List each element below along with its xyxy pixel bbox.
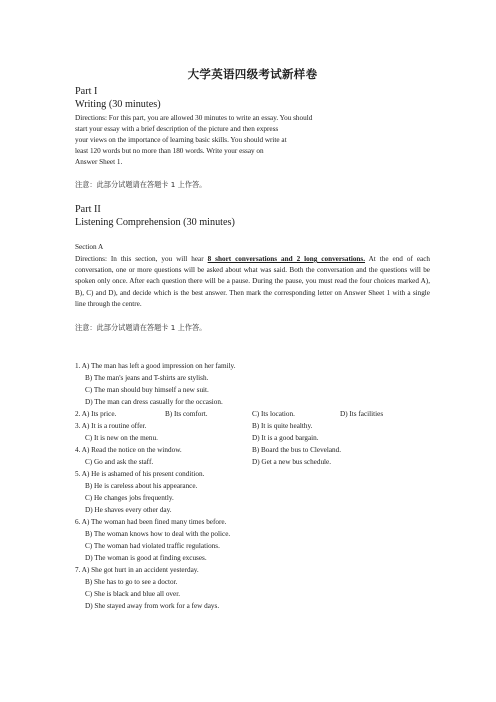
part1-heading: Writing (30 minutes) bbox=[75, 99, 161, 110]
q6-option-a: 6. A) The woman had been fined many times before. bbox=[75, 518, 227, 526]
q5-option-a: 5. A) He is ashamed of his present condition. bbox=[75, 470, 205, 478]
part2-note: 注意：此部分试题请在答题卡 1 上作答。 bbox=[75, 323, 207, 332]
q5-option-b: B) He is careless about his appearance. bbox=[85, 482, 198, 490]
part1-note: 注意：此部分试题请在答题卡 1 上作答。 bbox=[75, 180, 207, 189]
q6-option-b: B) The woman knows how to deal with the police. bbox=[85, 530, 231, 538]
part2-directions-post: At the end of each conversation, one or more questions will be asked about what was said. Both the conversation and the questions will be spoken only once. After each question there will be a pause. During the pause, you must read the four choices marked A), B), C) and D), and decide which is the best answer. Then mark the corresponding letter on Answer Sheet 1 with a single line through the centre. bbox=[75, 255, 430, 308]
part2-heading: Listening Comprehension (30 minutes) bbox=[75, 217, 235, 228]
part2-directions-pre: Directions: In this section, you will hear bbox=[75, 255, 208, 263]
q4-option-b: B) Board the bus to Cleveland. bbox=[252, 446, 342, 454]
part1-label: Part I bbox=[75, 86, 98, 97]
part1-directions-line-5: Answer Sheet 1. bbox=[75, 158, 123, 166]
q2-option-b: B) Its comfort. bbox=[165, 410, 208, 418]
part1-directions-line-1: Directions: For this part, you are allowed 30 minutes to write an essay. You should bbox=[75, 114, 313, 122]
q4-option-a: 4. A) Read the notice on the window. bbox=[75, 446, 182, 454]
q3-option-d: D) It is a good bargain. bbox=[252, 434, 319, 442]
q7-option-a: 7. A) She got hurt in an accident yesterday. bbox=[75, 566, 199, 574]
q2-option-c: C) Its location. bbox=[252, 410, 295, 418]
q7-option-b: B) She has to go to see a doctor. bbox=[85, 578, 178, 586]
q1-option-a: 1. A) The man has left a good impression on her family. bbox=[75, 362, 236, 370]
part1-directions-line-4: least 120 words but no more than 180 words. Write your essay on bbox=[75, 147, 264, 155]
q7-option-c: C) She is black and blue all over. bbox=[85, 590, 181, 598]
page-title: 大学英语四级考试新样卷 bbox=[187, 67, 318, 81]
q4-option-c: C) Go and ask the staff. bbox=[85, 458, 154, 466]
q3-option-b: B) It is quite healthy. bbox=[252, 422, 313, 430]
q3-option-a: 3. A) It is a routine offer. bbox=[75, 422, 147, 430]
q2-option-d: D) Its facilities bbox=[340, 410, 384, 418]
q7-option-d: D) She stayed away from work for a few days. bbox=[85, 602, 220, 610]
q6-option-d: D) The woman is good at finding excuses. bbox=[85, 554, 207, 562]
q1-option-c: C) The man should buy himself a new suit. bbox=[85, 386, 209, 394]
q1-option-b: B) The man's jeans and T-shirts are stylish. bbox=[85, 374, 209, 382]
part2-label: Part II bbox=[75, 204, 101, 215]
q4-option-d: D) Get a new bus schedule. bbox=[252, 458, 332, 466]
part1-directions-line-3: your views on the importance of learning basic skills. You should write at bbox=[75, 136, 287, 144]
section-a-label: Section A bbox=[75, 243, 104, 251]
q5-option-d: D) He shaves every other day. bbox=[85, 506, 172, 514]
q2-option-a: 2. A) Its price. bbox=[75, 410, 117, 418]
part1-directions-line-2: start your essay with a brief description of the picture and then express bbox=[75, 125, 279, 133]
part2-directions-emphasis: 8 short conversations and 2 long conversations. bbox=[207, 255, 366, 263]
q6-option-c: C) The woman had violated traffic regulations. bbox=[85, 542, 220, 550]
q5-option-c: C) He changes jobs frequently. bbox=[85, 494, 174, 502]
q1-option-d: D) The man can dress casually for the occasion. bbox=[85, 398, 223, 406]
q3-option-c: C) It is new on the menu. bbox=[85, 434, 158, 442]
part2-directions bbox=[75, 254, 430, 310]
